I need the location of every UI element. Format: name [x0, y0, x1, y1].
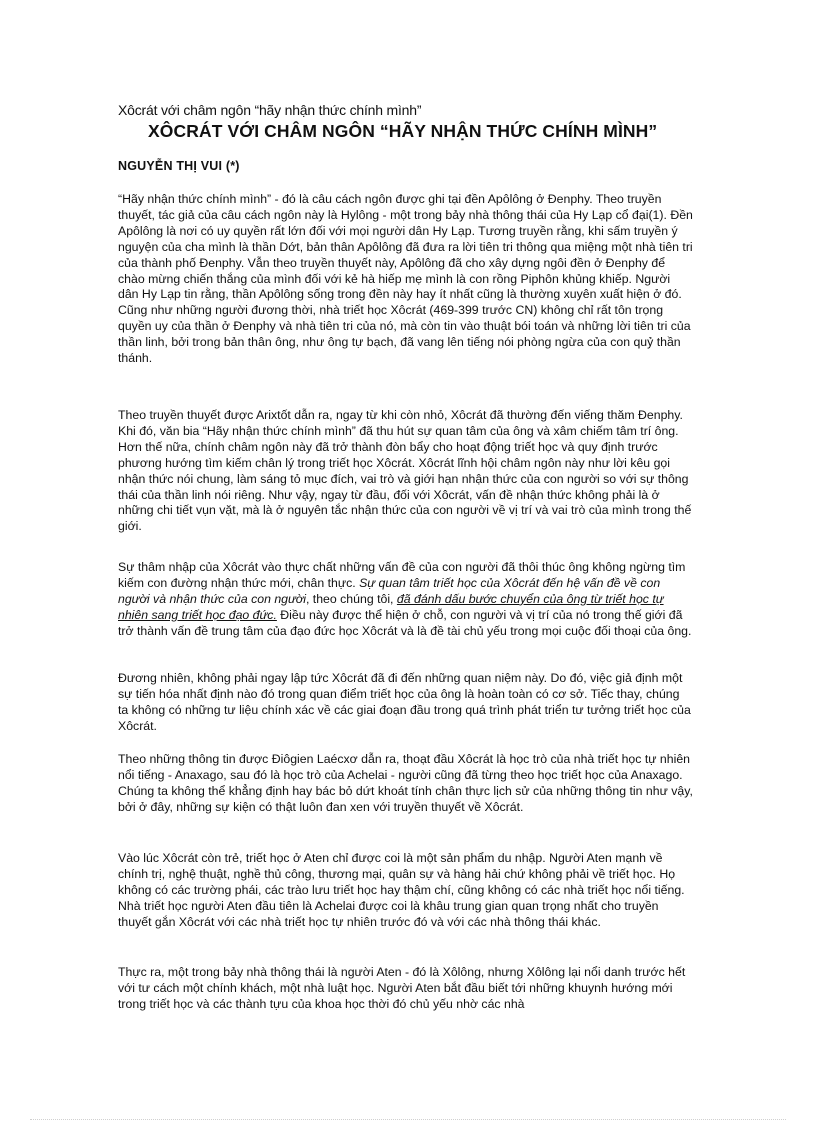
document-header-title: Xôcrát với châm ngôn “hãy nhận thức chính mình” [118, 102, 422, 118]
paragraph-3-italic-underlined: đã đánh dấu bước chuyển của ông từ triết học tự nhiên sang triết học đạo đức. [118, 591, 664, 622]
paragraph-6: Vào lúc Xôcrát còn trẻ, triết học ở Aten chỉ được coi là một sản phẩm du nhập. Người Aten mạnh về chính trị, nghệ thuật, nghề thủ công, thương mại, quân sự và hàng hải chứ không phải về triết học. Họ không có các trường phái, các trào lưu triết học hay thậm chí, cũng không có các nhà triết học nổi tiếng. Nhà triết học người Aten đầu tiên là Achelai được coi là khâu trung gian quan trọng nhất cho truyền thuyết gắn Xôcrát với các nhà triết học tự nhiên trước đó và với các nhà thông thái khác. [118, 851, 685, 929]
paragraph-3-text-c: Điều này được thể hiện ở chỗ, con người và vị trí của nó trong thế giới đã trở thành vấn đề trung tâm của đạo đức học Xôcrát và là đề tài chủ yếu trong mọi cuộc đối thoại của ông. [118, 607, 692, 638]
paragraph-3-italic-a: Sự quan tâm triết học của Xôcrát đến hệ vấn đề về con người và nhận thức của con người [118, 575, 661, 606]
paragraph-2: Theo truyền thuyết được Arixtốt dẫn ra, ngay từ khi còn nhỏ, Xôcrát đã thường đến viếng thăm Đenphy. Khi đó, văn bia “Hãy nhận thức chính mình” đã thu hút sự quan tâm của ông và xâm chiếm tâm trí ông. Hơn thế nữa, chính châm ngôn này đã trở thành đòn bẩy cho hoạt động triết học và quy định trước phương hướng tìm kiếm chân lý trong triết học Xôcrát. Xôcrát lĩnh hội châm ngôn này như lời kêu gọi nhận thức nói chung, làm sáng tỏ mục đích, vai trò và giới hạn nhận thức của con người so với sự thông thái của thần linh nói riêng. Như vậy, ngay từ đầu, đối với Xôcrát, vấn đề nhận thức không phải là ở những chi tiết vụn vặt, mà là ở nguyên tắc nhận thức của con người về vị trí và vai trò của mình trong thế giới. [118, 408, 692, 534]
paragraph-7: Thực ra, một trong bảy nhà thông thái là người Aten - đó là Xôlông, nhưng Xôlông lại nổi danh trước hết với tư cách một chính khách, một nhà luật học. Người Aten bắt đầu biết tới những khuynh hướng mới trong triết học và các thành tựu của khoa học thời đó chủ yếu nhờ các nhà [118, 965, 686, 1011]
paragraph-3-text-a: Sự thâm nhập của Xôcrát vào thực chất những vấn đề của con người đã thôi thúc ông không ngừng tìm kiếm con đường nhận thức mới, chân thực. [118, 560, 686, 590]
paragraph-3-text-b: , theo chúng tôi, [305, 591, 397, 606]
paragraph-5: Theo những thông tin được Điôgien Laécxơ dẫn ra, thoạt đầu Xôcrát là học trò của nhà triết học tự nhiên nổi tiếng - Anaxago, sau đó là học trò của Achelai - người cũng đã từng theo học triết học của Anaxago. Chúng ta không thể khẳng định hay bác bỏ dứt khoát tính chân thực lịch sử của những thông tin như vậy, bởi ở đây, những sự kiện có thật luôn đan xen với truyền thuyết về Xôcrát. [118, 752, 693, 814]
paragraph-4: Đương nhiên, không phải ngay lập tức Xôcrát đã đi đến những quan niệm này. Do đó, việc giả định một sự tiến hóa nhất định nào đó trong quan điểm triết học của ông là hoàn toàn có cơ sở. Tiếc thay, chúng ta không có những tư liệu chính xác về các giai đoạn đầu trong quá trình phát triển tư tưởng triết học của Xôcrát. [118, 671, 691, 733]
paragraph-1: “Hãy nhận thức chính mình” - đó là câu cách ngôn được ghi tại đền Apôlông ở Đenphy. Theo truyền thuyết, tác giả của câu cách ngôn này là Hylông - một trong bảy nhà thông thái của Hy Lạp cổ đại(1). Đền Apôlông là nơi có uy quyền rất lớn đối với mọi người dân Hy Lạp. Tương truyền rằng, khi sấm truyền ý nguyện của cha mình là thần Dớt, bản thân Apôlông đã đưa ra lời tiên tri thông qua miệng một nhà tiên tri của thành phố Đenphy. Vẫn theo truyền thuyết này, Apôlông đã cho xây dựng ngôi đền ở Đenphy để chào mừng chiến thắng của mình đối với kẻ hà hiếp mẹ mình là con rồng Piphôn khủng khiếp. Người dân Hy Lạp tin rằng, thần Apôlông sống trong đền này hay ít nhất cũng là thường xuyên xuất hiện ở đó. Cũng như những người đương thời, nhà triết học Xôcrát (469-399 trước CN) không chỉ rất tôn trọng quyền uy của thần ở Đenphy và nhà tiên tri của nó, mà còn tin vào thuật bói toán và những lời tiên tri của thần linh, bởi trong bản thân ông, như ông tự bạch, đã vang lên tiếng nói phòng ngừa của con quỷ thần thánh. [118, 192, 693, 366]
page-bottom-divider [30, 1119, 786, 1120]
article-author: NGUYỄN THỊ VUI (*) [118, 159, 240, 173]
paragraph-3 [118, 560, 693, 640]
article-title: XÔCRÁT VỚI CHÂM NGÔN “HÃY NHẬN THỨC CHÍNH MÌNH” [148, 121, 658, 141]
